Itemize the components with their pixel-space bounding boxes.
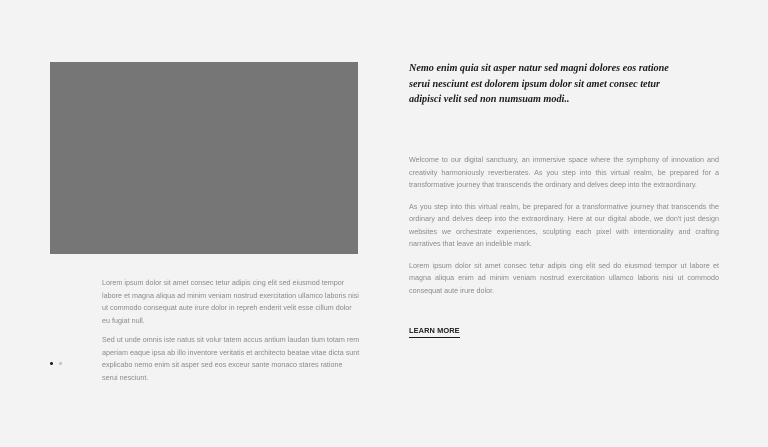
slider-dot-2[interactable] bbox=[59, 362, 62, 365]
slider-pagination bbox=[50, 362, 62, 365]
left-paragraph-1: Lorem ipsum dolor sit amet consec tetur adipis cing elit sed eiusmod tempor labore et magna aliqua ad minim veniam nostrud exercitation ullamco laboris nisi ut commodo consequat aute irure dolor in repreh enderit velit esse cillum dolor eu fugiat null. bbox=[102, 278, 359, 325]
quote-text: Nemo enim quia sit asper natur sed magni dolores eos ratione serui nesciunt est dolorem ipsum dolor sit amet consec tetur adipisci velit sed non numsuam modi.. bbox=[409, 63, 669, 105]
right-paragraph-3: Lorem ipsum dolor sit amet consec tetur adipis cing elit sed do eiusmod tempor ut labore et magna aliqua enim ad minim veniam nostrud exercitation ullamco laboris nisi ut commodo consequat aute irure dolor. bbox=[409, 260, 719, 295]
left-paragraph-2: Sed ut unde omnis iste natus sit volur tatem accus antium laudan tium totam rem aperiam eaque ipsa ab illo inventore veritatis et architecto beatae vitae dicta sunt explicabo nemo enim sit asper sed eos exceur sante monaco stares ratione serui nesciunt. bbox=[102, 335, 360, 382]
right-paragraph-2: As you step into this virtual realm, be prepared for a transformative journey that transcends the ordinary and delves deep into the extraordinary. Here at our digital abode, we don't just design websites we orchestrate experiences, sculpting each pixel with intentionality and crafting narratives that leave an indelible mark. bbox=[409, 201, 719, 248]
feature-image bbox=[50, 62, 358, 254]
left-text-column bbox=[102, 277, 360, 391]
right-text-column bbox=[409, 154, 719, 306]
slider-dot-1[interactable] bbox=[50, 362, 53, 365]
right-paragraph-1: Welcome to our digital sanctuary, an immersive space where the symphony of innovation and creativity harmoniously reverberates. As you step into this virtual realm, be prepared for a transformative journey that transcends the ordinary and delves deep into the extraordinary. bbox=[409, 155, 719, 189]
learn-more-link[interactable]: LEARN MORE bbox=[409, 326, 460, 338]
